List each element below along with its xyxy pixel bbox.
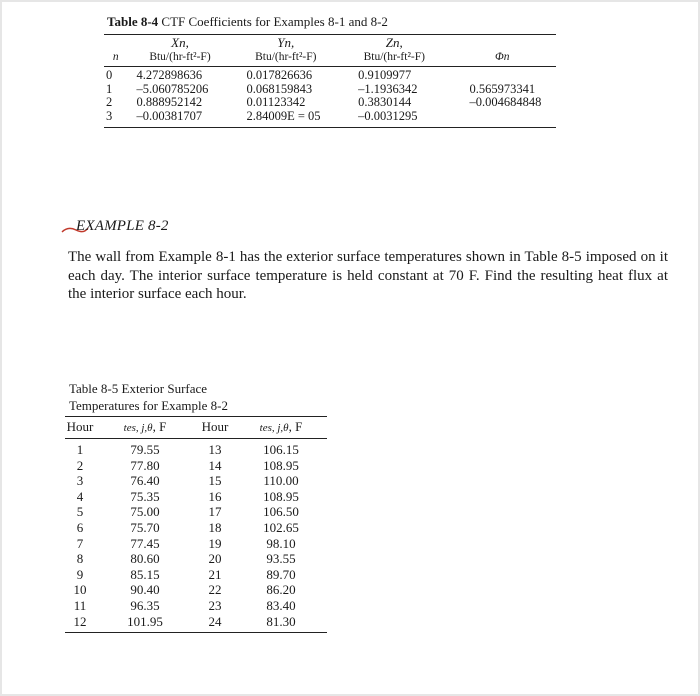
table-row	[65, 520, 327, 536]
table-row	[65, 458, 327, 474]
cell-hour-2: 17	[208, 504, 222, 520]
cell-hour-1: 9	[76, 566, 84, 582]
cell-temp-2: 106.15	[263, 442, 299, 457]
header-temp-2	[235, 417, 327, 439]
cell-phi	[449, 110, 556, 128]
table-row	[65, 551, 327, 567]
table-8-5-caption-line2: Temperatures for Example 8-2	[69, 398, 228, 413]
cell-hour-2: 21	[208, 566, 222, 582]
cell-z: 0.9109977	[358, 68, 412, 82]
table-row	[104, 110, 556, 128]
header-z-units: Btu/(hr-ft²-F)	[340, 50, 449, 67]
cell-hour-2: 14	[208, 457, 222, 473]
table-8-4	[104, 14, 556, 128]
cell-temp-2: 83.40	[266, 597, 296, 613]
header-phi-spacer	[449, 35, 556, 51]
cell-temp-1: 80.60	[130, 551, 160, 567]
cell-y: 0.068159843	[246, 81, 313, 96]
cell-temp-2: 106.50	[263, 504, 299, 520]
example-body-text: The wall from Example 8-1 has the exterior surface temperatures shown in Table 8-5 imposed on it each day. The interior surface temperature is held constant at 70 F. Find the resulting heat flux at the interior surface each hour.	[68, 249, 668, 302]
ctf-coefficients-table	[104, 34, 556, 128]
table-8-5-caption	[69, 380, 327, 414]
cell-x: 4.272898636	[136, 68, 203, 82]
header-z-symbol: Zn,	[340, 35, 449, 51]
cell-temp-2: 86.20	[266, 582, 296, 598]
cell-temp-1: 101.95	[95, 614, 195, 633]
table-row	[65, 536, 327, 552]
cell-temp-1: 79.55	[130, 442, 160, 457]
table-8-4-caption-text: CTF Coefficients for Examples 8-1 and 8-2	[161, 14, 388, 29]
table-8-4-caption	[107, 14, 556, 30]
table-row	[65, 473, 327, 489]
cell-n: 1	[106, 81, 113, 96]
cell-hour-1: 11	[73, 597, 87, 613]
table-row	[65, 582, 327, 598]
table-row	[65, 598, 327, 614]
table-8-4-caption-label: Table 8-4	[107, 14, 159, 29]
table-row	[65, 489, 327, 505]
table-row	[104, 67, 556, 83]
cell-temp-1: 85.15	[130, 566, 160, 582]
header-n: n	[104, 50, 129, 67]
cell-temp-2: 89.70	[266, 566, 296, 582]
cell-n: 2	[106, 95, 113, 109]
header-y-symbol: Yn,	[232, 35, 340, 51]
exterior-temperature-table	[65, 416, 327, 633]
header-hour-1: Hour	[65, 417, 95, 439]
cell-y: 0.017826636	[246, 68, 313, 82]
cell-temp-1: 75.35	[130, 488, 160, 504]
header-hour-2: Hour	[195, 417, 235, 439]
header-y-units: Btu/(hr-ft²-F)	[232, 50, 340, 67]
cell-temp-1: 96.35	[130, 597, 160, 613]
header-temp-2-unit: , F	[288, 419, 303, 434]
cell-temp-2: 81.30	[235, 614, 327, 633]
cell-hour-2: 16	[208, 488, 222, 504]
header-temp-1	[95, 417, 195, 439]
cell-temp-2: 110.00	[263, 473, 299, 489]
cell-hour-2: 19	[208, 535, 222, 551]
table-row	[65, 504, 327, 520]
cell-n: 3	[104, 110, 129, 128]
header-n-spacer	[104, 35, 129, 51]
cell-y: 0.01123342	[246, 95, 306, 109]
cell-z: 0.3830144	[358, 95, 412, 109]
cell-temp-1: 90.40	[130, 582, 160, 598]
cell-hour-1: 12	[65, 614, 95, 633]
cell-hour-1: 5	[76, 504, 84, 520]
cell-hour-1: 8	[76, 551, 84, 567]
cell-x: –5.060785206	[136, 81, 209, 96]
table-row	[65, 614, 327, 633]
cell-hour-2: 13	[208, 442, 222, 457]
header-temp-1-symbol: tes, j,θ	[123, 422, 153, 434]
cell-hour-1: 4	[76, 488, 84, 504]
cell-n: 0	[106, 68, 113, 82]
header-temp-1-unit: , F	[152, 419, 167, 434]
cell-hour-2: 20	[208, 551, 222, 567]
cell-phi	[449, 67, 556, 83]
cell-temp-1: 77.80	[130, 457, 160, 473]
cell-z: –1.1936342	[358, 81, 418, 96]
cell-x: 0.888952142	[136, 95, 203, 109]
cell-temp-2: 108.95	[263, 488, 299, 504]
cell-hour-2: 15	[208, 473, 222, 489]
cell-temp-1: 75.00	[130, 504, 160, 520]
table-row	[104, 96, 556, 110]
cell-temp-2: 93.55	[266, 551, 296, 567]
cell-temp-1: 76.40	[130, 473, 160, 489]
header-temp-2-symbol: tes, j,θ	[259, 422, 289, 434]
cell-temp-2: 102.65	[263, 519, 299, 535]
cell-hour-1: 6	[76, 519, 84, 535]
cell-hour-2: 18	[208, 519, 222, 535]
table-8-5	[65, 380, 327, 633]
cell-hour-1: 1	[76, 442, 84, 457]
cell-hour-2: 22	[208, 582, 222, 598]
cell-hour-2: 23	[208, 597, 222, 613]
cell-x: –0.00381707	[129, 110, 233, 128]
table-row	[104, 83, 556, 97]
header-phi-symbol: Φn	[449, 50, 556, 67]
header-x-units: Btu/(hr-ft²-F)	[129, 50, 233, 67]
cell-hour-1: 7	[76, 535, 84, 551]
cell-hour-1: 3	[76, 473, 84, 489]
header-x-symbol: Xn,	[129, 35, 233, 51]
cell-phi: –0.004684848	[469, 95, 542, 109]
cell-y: 2.84009E = 05	[232, 110, 340, 128]
table-8-5-caption-line1: Table 8-5 Exterior Surface	[69, 381, 208, 396]
cell-temp-2: 108.95	[263, 457, 299, 473]
cell-hour-1: 2	[76, 457, 84, 473]
cell-hour-2: 24	[195, 614, 235, 633]
table-row	[65, 439, 327, 458]
cell-hour-1: 10	[73, 582, 87, 598]
table-row	[65, 567, 327, 583]
cell-temp-1: 75.70	[130, 519, 160, 535]
cell-phi: 0.565973341	[469, 81, 536, 96]
cell-z: –0.0031295	[340, 110, 449, 128]
cell-temp-1: 77.45	[130, 535, 160, 551]
example-heading: EXAMPLE 8-2	[76, 218, 169, 234]
cell-temp-2: 98.10	[266, 535, 296, 551]
